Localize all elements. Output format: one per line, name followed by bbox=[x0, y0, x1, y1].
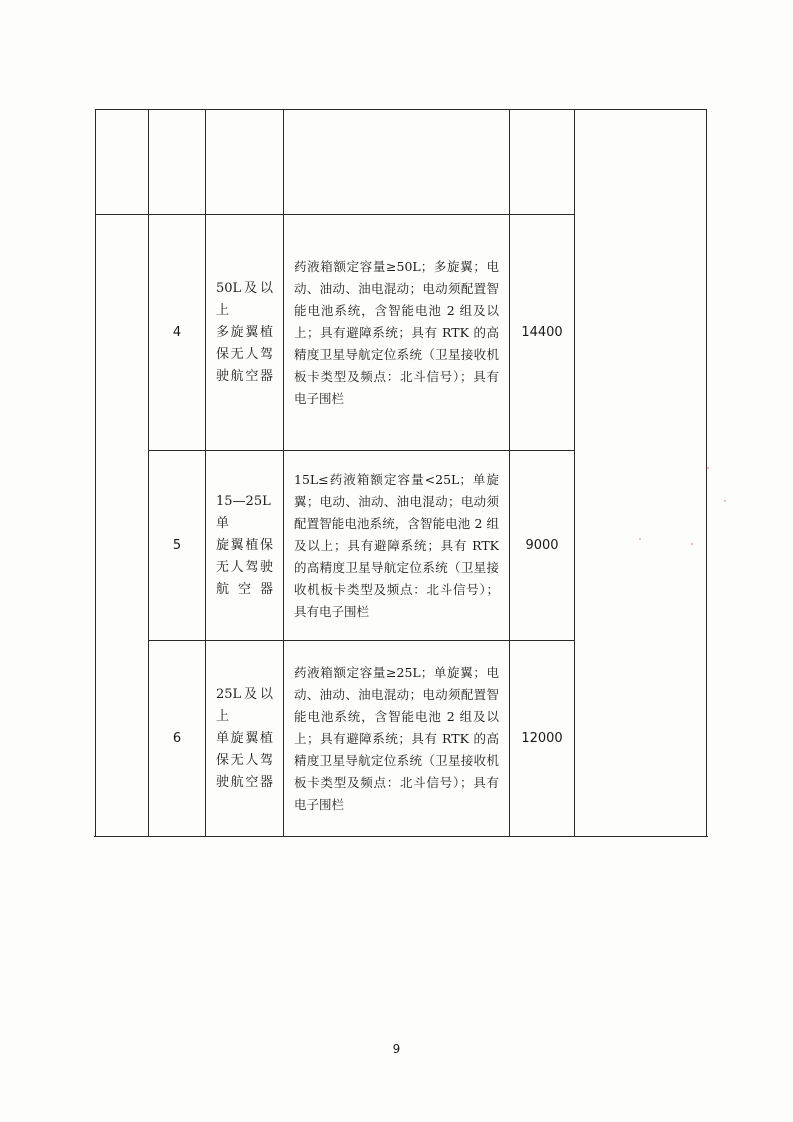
row-4-price: 14400 bbox=[521, 325, 563, 340]
row-5-seq: 5 bbox=[172, 538, 182, 553]
name-line: 保无人驾 bbox=[216, 346, 273, 362]
row-5-price: 9000 bbox=[525, 538, 559, 553]
row-4-name bbox=[206, 215, 283, 450]
row-4-spec bbox=[284, 215, 509, 450]
name-line: 旋翼植保 bbox=[216, 537, 273, 553]
row-4-seq: 4 bbox=[172, 325, 182, 340]
table-border-top bbox=[96, 109, 706, 110]
name-line: 航空器 bbox=[216, 581, 273, 597]
name-line: 50L及以上 bbox=[216, 280, 273, 318]
name-line: 25L及以上 bbox=[216, 686, 273, 724]
name-line: 单旋翼植 bbox=[216, 730, 273, 746]
name-line: 15—25L单 bbox=[216, 493, 271, 531]
table-border-right bbox=[706, 109, 707, 837]
column-divider bbox=[574, 109, 575, 837]
row-6-name bbox=[206, 641, 283, 836]
row-6-seq: 6 bbox=[172, 731, 182, 746]
name-line: 驶航空器 bbox=[216, 774, 273, 790]
name-line: 多旋翼植 bbox=[216, 324, 273, 340]
name-line: 保无人驾 bbox=[216, 752, 273, 768]
name-line: 驶航空器 bbox=[216, 368, 273, 384]
row-6-spec bbox=[284, 641, 509, 836]
table-border-bottom bbox=[94, 836, 708, 837]
row-5-name bbox=[206, 451, 283, 640]
spec-text: 药液箱额定容量≥50L；多旋翼；电动、油动、油电混动；电动须配置智能电池系统，含智能电池 2 组及以上；具有避障系统；具有 RTK 的高精度卫星导航定位系统（卫星接收机板卡类型及频点：北斗信号）；具有电子围栏 bbox=[294, 258, 499, 406]
scan-speck bbox=[691, 543, 693, 545]
spec-text: 15L≤药液箱额定容量<25L；单旋翼；电动、油动、油电混动；电动须配置智能电池系统，含智能电池 2 组及以上；具有避障系统；具有 RTK 的高精度卫星导航定位系统（卫星接收机板卡类型及频点：北斗信号）；具有电子围栏 bbox=[294, 471, 499, 619]
scan-speck bbox=[724, 500, 726, 502]
spec-text: 药液箱额定容量≥25L；单旋翼；电动、油动、油电混动；电动须配置智能电池系统，含智能电池 2 组及以上；具有避障系统；具有 RTK 的高精度卫星导航定位系统（卫星接收机板卡类型及频点：北斗信号）；具有电子围栏 bbox=[294, 664, 499, 812]
table-border-left bbox=[95, 109, 96, 837]
row-5-spec bbox=[284, 451, 509, 640]
scan-speck bbox=[707, 467, 709, 469]
scan-speck bbox=[639, 538, 641, 540]
name-line: 无人驾驶 bbox=[216, 559, 273, 575]
row-6-price: 12000 bbox=[521, 731, 563, 746]
page-number: 9 bbox=[392, 1042, 401, 1056]
